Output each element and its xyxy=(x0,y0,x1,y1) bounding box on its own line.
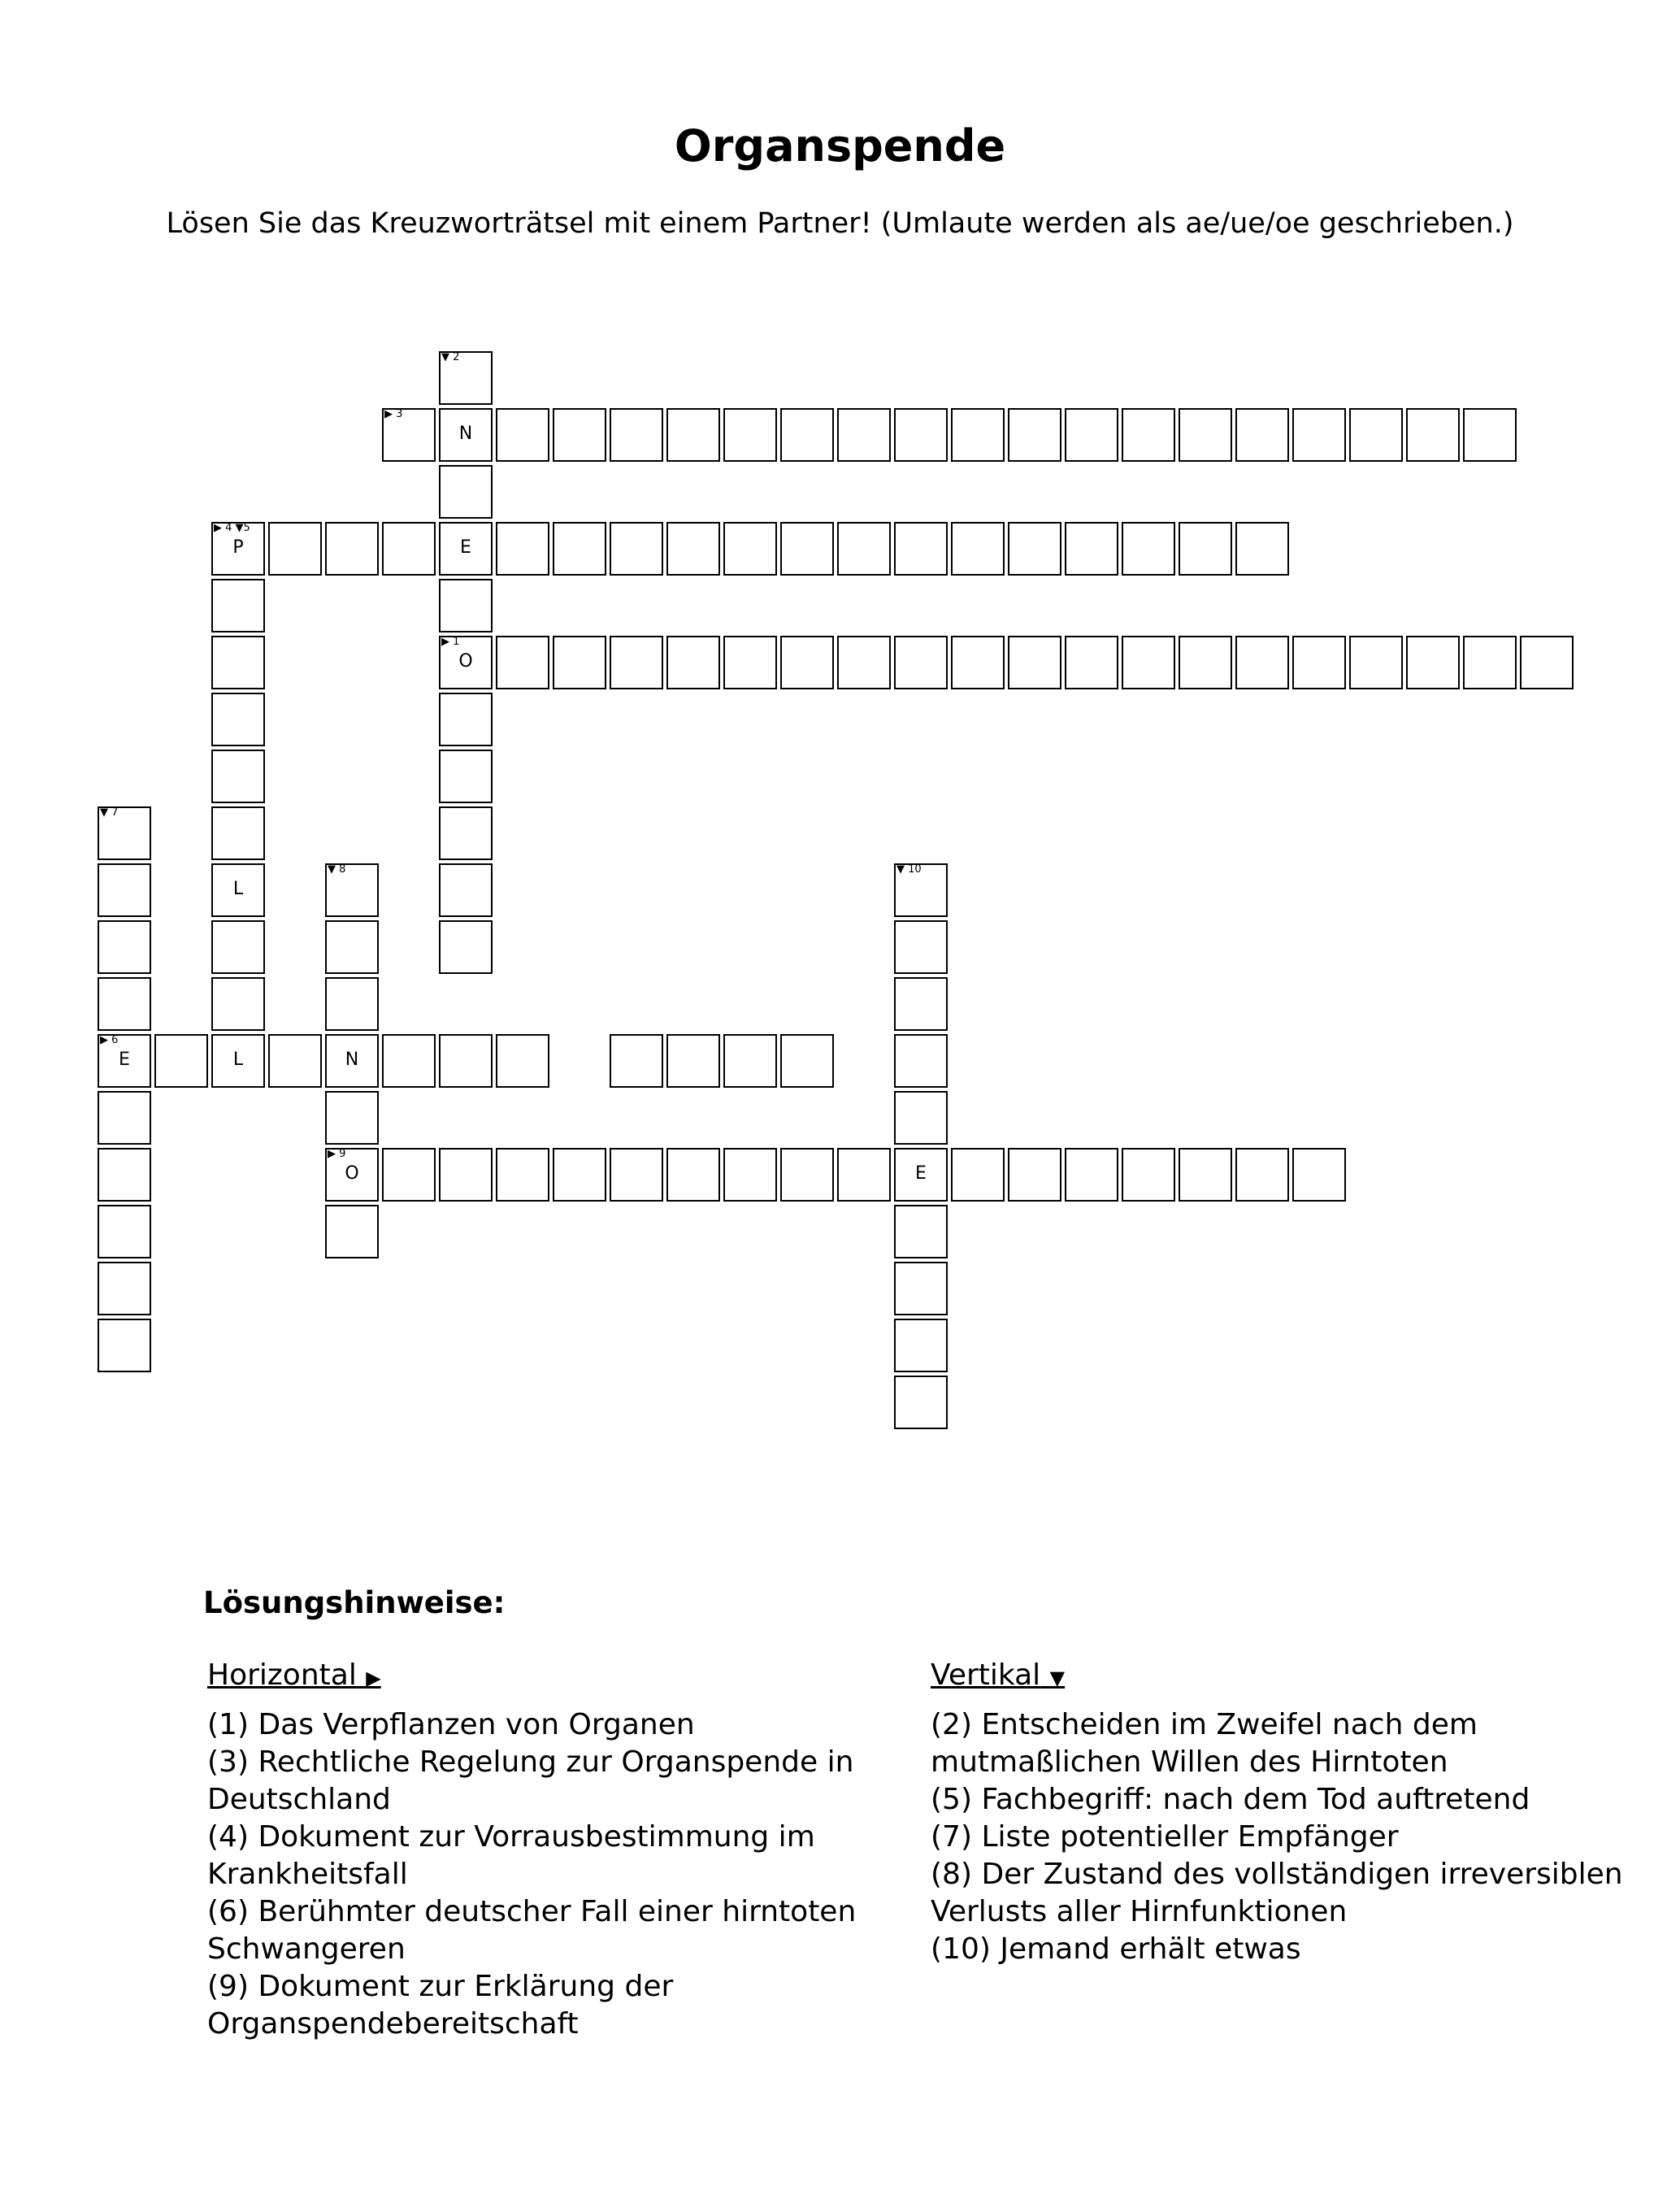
crossword-cell[interactable] xyxy=(98,920,151,974)
page-title: Organspende xyxy=(674,120,1006,172)
hints-heading: Lösungshinweise: xyxy=(203,1585,506,1620)
crossword-cell[interactable] xyxy=(1520,636,1574,689)
clue-across-6: (6) Berühmter deutscher Fall einer hirntoten Schwangeren xyxy=(207,1895,857,1966)
crossword-cell[interactable] xyxy=(439,1148,493,1202)
crossword-cell[interactable] xyxy=(211,1034,265,1088)
crossword-cell[interactable] xyxy=(98,1205,151,1258)
crossword-cell[interactable] xyxy=(325,863,379,917)
crossword-cell[interactable] xyxy=(610,408,663,462)
clue-number: ▼ 7 xyxy=(100,806,119,819)
crossword-cell[interactable] xyxy=(1406,408,1460,462)
crossword-cell[interactable] xyxy=(1065,408,1118,462)
crossword-cell[interactable] xyxy=(894,863,948,917)
cell-letter: N xyxy=(458,424,473,444)
crossword-cell[interactable] xyxy=(1235,522,1289,576)
cell-letter: E xyxy=(119,1050,130,1070)
clue-number: ▶ 4 ▼5 xyxy=(214,522,250,534)
crossword-cell[interactable] xyxy=(98,1091,151,1145)
right-arrow-icon: ▶ xyxy=(366,1667,381,1689)
clue-number: ▶ 9 xyxy=(328,1148,346,1160)
cell-letter: P xyxy=(232,537,244,558)
crossword-cell[interactable] xyxy=(211,863,265,917)
crossword-cell[interactable] xyxy=(439,465,493,519)
crossword-cell[interactable] xyxy=(951,522,1005,576)
crossword-cell[interactable] xyxy=(666,1148,720,1202)
crossword-cell[interactable] xyxy=(894,522,948,576)
crossword-cell[interactable] xyxy=(1349,408,1403,462)
crossword-cell[interactable] xyxy=(382,1034,436,1088)
crossword-cell[interactable] xyxy=(1008,408,1061,462)
clue-number: ▶ 1 xyxy=(441,636,460,648)
crossword-cell[interactable] xyxy=(1235,1148,1289,1202)
crossword-cell[interactable] xyxy=(1235,408,1289,462)
cell-letter: L xyxy=(232,879,244,899)
crossword-cell[interactable] xyxy=(1065,636,1118,689)
cell-letter: E xyxy=(915,1163,927,1184)
crossword-cell[interactable] xyxy=(723,636,777,689)
crossword-cell[interactable] xyxy=(211,920,265,974)
vertical-heading: Vertikal ▼ xyxy=(931,1658,1066,1692)
crossword-cell[interactable] xyxy=(382,1148,436,1202)
clue-down-2: (2) Entscheiden im Zweifel nach dem mutmaßlichen Willen des Hirntoten xyxy=(931,1708,1478,1779)
down-arrow-icon: ▼ xyxy=(1049,1667,1066,1689)
crossword-cell[interactable] xyxy=(98,1034,151,1088)
crossword-cell[interactable] xyxy=(1235,636,1289,689)
crossword-cell[interactable] xyxy=(268,522,322,576)
instructions: Lösen Sie das Kreuzworträtsel mit einem Partner! (Umlaute werden als ae/ue/oe geschrieben.) xyxy=(166,207,1514,240)
crossword-cell[interactable] xyxy=(98,863,151,917)
clue-across-9: (9) Dokument zur Erklärung der Organspendebereitschaft xyxy=(207,1970,674,2041)
crossword-cell[interactable] xyxy=(894,920,948,974)
crossword-cell[interactable] xyxy=(1292,1148,1346,1202)
crossword-cell[interactable] xyxy=(1122,636,1175,689)
vertical-clues xyxy=(931,1657,1630,1968)
crossword-cell[interactable] xyxy=(951,408,1005,462)
crossword-cell[interactable] xyxy=(1122,408,1175,462)
crossword-cell[interactable] xyxy=(211,636,265,689)
crossword-cell[interactable] xyxy=(610,522,663,576)
crossword-cell[interactable] xyxy=(439,806,493,860)
crossword-cell[interactable] xyxy=(666,636,720,689)
crossword-cell[interactable] xyxy=(1122,522,1175,576)
crossword-cell[interactable] xyxy=(666,522,720,576)
cell-letter: L xyxy=(232,1050,244,1070)
crossword-cell[interactable] xyxy=(496,1148,549,1202)
crossword-cell[interactable] xyxy=(894,1319,948,1372)
horizontal-heading: Horizontal ▶ xyxy=(207,1658,381,1692)
crossword-cell[interactable] xyxy=(894,1262,948,1315)
crossword-cell[interactable] xyxy=(1179,522,1232,576)
crossword-cell[interactable] xyxy=(382,522,436,576)
crossword-cell[interactable] xyxy=(723,1148,777,1202)
horizontal-clues xyxy=(207,1657,882,2043)
clue-down-8: (8) Der Zustand des vollständigen irreversiblen Verlusts aller Hirnfunktionen xyxy=(931,1858,1623,1928)
clue-across-4: (4) Dokument zur Vorrausbestimmung im Krankheitsfall xyxy=(207,1820,815,1891)
crossword-cell[interactable] xyxy=(98,977,151,1031)
crossword-cell[interactable] xyxy=(837,636,891,689)
clue-number: ▶ 3 xyxy=(384,408,403,420)
clue-number: ▶ 6 xyxy=(100,1034,119,1046)
crossword-cell[interactable] xyxy=(325,920,379,974)
crossword-cell[interactable] xyxy=(894,1091,948,1145)
crossword-cell[interactable] xyxy=(894,636,948,689)
crossword-cell[interactable] xyxy=(496,1034,549,1088)
crossword-cell[interactable] xyxy=(439,636,493,689)
crossword-cell[interactable] xyxy=(211,750,265,803)
crossword-cell[interactable] xyxy=(723,408,777,462)
crossword-cell[interactable] xyxy=(325,1148,379,1202)
cell-letter: O xyxy=(458,651,473,672)
crossword-cell[interactable] xyxy=(439,863,493,917)
clue-number: ▼ 2 xyxy=(441,351,460,363)
crossword-cell[interactable] xyxy=(1008,1148,1061,1202)
crossword-cell[interactable] xyxy=(1008,636,1061,689)
crossword-cell[interactable] xyxy=(1179,1148,1232,1202)
crossword-cell[interactable] xyxy=(780,636,834,689)
crossword-cell[interactable] xyxy=(951,636,1005,689)
crossword-cell[interactable] xyxy=(1065,522,1118,576)
crossword-cell[interactable] xyxy=(439,750,493,803)
crossword-cell[interactable] xyxy=(325,1091,379,1145)
crossword-cell[interactable] xyxy=(325,522,379,576)
crossword-cell[interactable] xyxy=(211,977,265,1031)
clue-number: ▼ 10 xyxy=(896,863,922,876)
crossword-cell[interactable] xyxy=(1065,1148,1118,1202)
crossword-cell[interactable] xyxy=(382,408,436,462)
crossword-cell[interactable] xyxy=(610,1034,663,1088)
crossword-cell[interactable] xyxy=(780,1148,834,1202)
crossword-cell[interactable] xyxy=(780,408,834,462)
crossword-cell[interactable] xyxy=(1463,408,1517,462)
crossword-cell[interactable] xyxy=(268,1034,322,1088)
crossword-cell[interactable] xyxy=(894,408,948,462)
crossword-cell[interactable] xyxy=(723,522,777,576)
crossword-cell[interactable] xyxy=(780,1034,834,1088)
crossword-cell[interactable] xyxy=(894,1376,948,1429)
crossword-cell[interactable] xyxy=(98,806,151,860)
crossword-cell[interactable] xyxy=(553,636,606,689)
crossword-cell[interactable] xyxy=(1008,522,1061,576)
crossword-cell[interactable] xyxy=(837,1148,891,1202)
crossword-cell[interactable] xyxy=(1463,636,1517,689)
crossword-cell[interactable] xyxy=(666,1034,720,1088)
crossword-cell[interactable] xyxy=(439,920,493,974)
crossword-cell[interactable] xyxy=(439,351,493,405)
crossword-cell[interactable] xyxy=(837,408,891,462)
crossword-cell[interactable] xyxy=(439,408,493,462)
crossword-cell[interactable] xyxy=(1406,636,1460,689)
crossword-cell[interactable] xyxy=(439,522,493,576)
crossword-cell[interactable] xyxy=(439,579,493,632)
crossword-cell[interactable] xyxy=(211,522,265,576)
clue-down-7: (7) Liste potentieller Empfänger xyxy=(931,1820,1399,1854)
clue-number: ▼ 8 xyxy=(328,863,346,876)
crossword-cell[interactable] xyxy=(496,408,549,462)
crossword-cell[interactable] xyxy=(211,579,265,632)
crossword-cell[interactable] xyxy=(837,522,891,576)
crossword-cell[interactable] xyxy=(1292,636,1346,689)
crossword-cell[interactable] xyxy=(894,1148,948,1202)
cell-letter: E xyxy=(460,537,471,558)
clue-across-3: (3) Rechtliche Regelung zur Organspende in Deutschland xyxy=(207,1745,854,1816)
crossword-cell[interactable] xyxy=(98,1262,151,1315)
crossword-cell[interactable] xyxy=(894,1205,948,1258)
crossword-cell[interactable] xyxy=(666,408,720,462)
crossword-cell[interactable] xyxy=(496,636,549,689)
crossword-cell[interactable] xyxy=(98,1319,151,1372)
crossword-cell[interactable] xyxy=(1179,636,1232,689)
crossword-cell[interactable] xyxy=(610,1148,663,1202)
crossword-cell[interactable] xyxy=(553,408,606,462)
cell-letter: O xyxy=(345,1163,359,1184)
crossword-cell[interactable] xyxy=(98,1148,151,1202)
crossword-cell[interactable] xyxy=(610,636,663,689)
crossword-cell[interactable] xyxy=(439,1034,493,1088)
crossword-cell[interactable] xyxy=(894,1034,948,1088)
clue-across-1: (1) Das Verpflanzen von Organen xyxy=(207,1708,695,1741)
cell-letter: N xyxy=(345,1050,359,1070)
crossword-cell[interactable] xyxy=(325,977,379,1031)
crossword-cell[interactable] xyxy=(951,1148,1005,1202)
crossword-cell[interactable] xyxy=(1349,636,1403,689)
crossword-cell[interactable] xyxy=(211,806,265,860)
crossword-cell[interactable] xyxy=(439,693,493,746)
crossword-cell[interactable] xyxy=(723,1034,777,1088)
crossword-cell[interactable] xyxy=(894,977,948,1031)
clue-down-10: (10) Jemand erhält etwas xyxy=(931,1932,1301,1966)
crossword-cell[interactable] xyxy=(1292,408,1346,462)
crossword-cell[interactable] xyxy=(553,1148,606,1202)
crossword-cell[interactable] xyxy=(211,693,265,746)
crossword-cell[interactable] xyxy=(154,1034,208,1088)
clue-down-5: (5) Fachbegriff: nach dem Tod auftretend xyxy=(931,1783,1530,1816)
crossword-cell[interactable] xyxy=(325,1205,379,1258)
crossword-cell[interactable] xyxy=(1179,408,1232,462)
crossword-cell[interactable] xyxy=(1122,1148,1175,1202)
crossword-cell[interactable] xyxy=(780,522,834,576)
crossword-cell[interactable] xyxy=(325,1034,379,1088)
crossword-cell[interactable] xyxy=(496,522,549,576)
crossword-cell[interactable] xyxy=(553,522,606,576)
